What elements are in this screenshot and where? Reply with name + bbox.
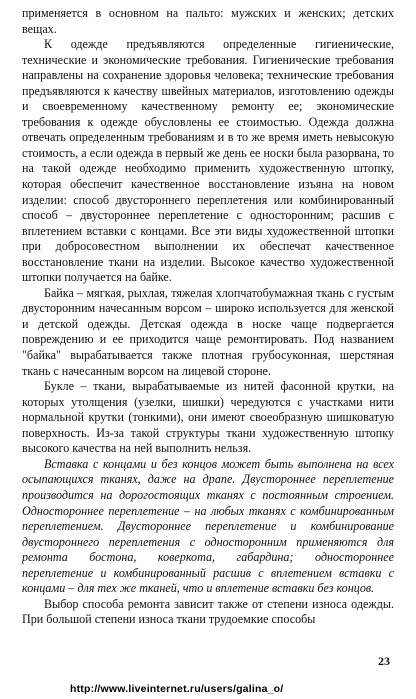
paragraph-continuation: применяется в основном на пальто: мужских и женских; детских вещах. xyxy=(22,6,394,36)
body-text xyxy=(22,6,394,628)
paragraph-repair-choice: Выбор способа ремонта зависит также от степени износа одежды. При большой степени износа ткани трудоемкие способы xyxy=(22,596,394,627)
paragraph-bukle: Букле – ткани, вырабатываемые из нитей фасонной крутки, на которых утолщения (узелки, шишки) чередуются с участками нити нормальной крутки (тонкими), они имеют своеобразную шишковатую поверхность. Из-за такой структуры ткани художественную штопку высокого качества на ней выполнить нельзя. xyxy=(22,379,394,456)
paragraph-requirements: К одежде предъявляются определенные гигиенические, технические и экономические требования. Гигиенические требования направлены на сохранение здоровья человека; технические требования предъявляются к качеству швейных материалов, изготовлению одежды и своевременному качественному ремонту ее; экономические требования к одежде обусловлены ее стоимостью. Одежда должна отвечать определенным требованиям и в то же время иметь невысокую стоимость, а если одежда в первый же день ее носки была разорвана, то на такой одежде необходимо применить художественную штопку, которая обеспечит качественное восстановление изъяна на новом изделии: способ двустороннего переплетения или комбинированный способ – двустороннее переплетение с односторонним; расшив с вплетением вставки с концами. Все эти виды художественной штопки при добросовестном выполнении их обеспечат качественное восстановление ткани на изделии. Высокое качество художественной штопки получается на байке. xyxy=(22,37,394,285)
watermark-url: http://www.liveinternet.ru/users/galina_o/ xyxy=(70,683,284,695)
paragraph-italic-note: Вставка с концами и без концов может быть выполнена на всех осыпающихся тканях, даже на драпе. Двустороннее переплетение производится на дорогостоящих тканях с постоянным строением. Одностороннее переплетение – на любых тканях с комбинированным переплетением. Двустороннее переплетение и комбинирование двустороннего переплетения с односторонним применяются для ремонта бостона, коверкота, габардина; одностороннее переплетение и комбинированный расшив с вплетением вставки с концами – для тех же тканей, что и вплетение вставки без концов. xyxy=(22,456,394,596)
page-number: 23 xyxy=(378,654,390,668)
paragraph-baika: Байка – мягкая, рыхлая, тяжелая хлопчатобумажная ткань с густым двусторонним начесанным ворсом – широко используется для женской и детской одежды. Детская одежда в носке чаще подвергается повреждению и ее приходится чаще ремонтировать. Под названием "байка" вырабатывается также плотная грубосуконная, шерстяная ткань с начесанным ворсом на лицевой стороне. xyxy=(22,285,394,378)
